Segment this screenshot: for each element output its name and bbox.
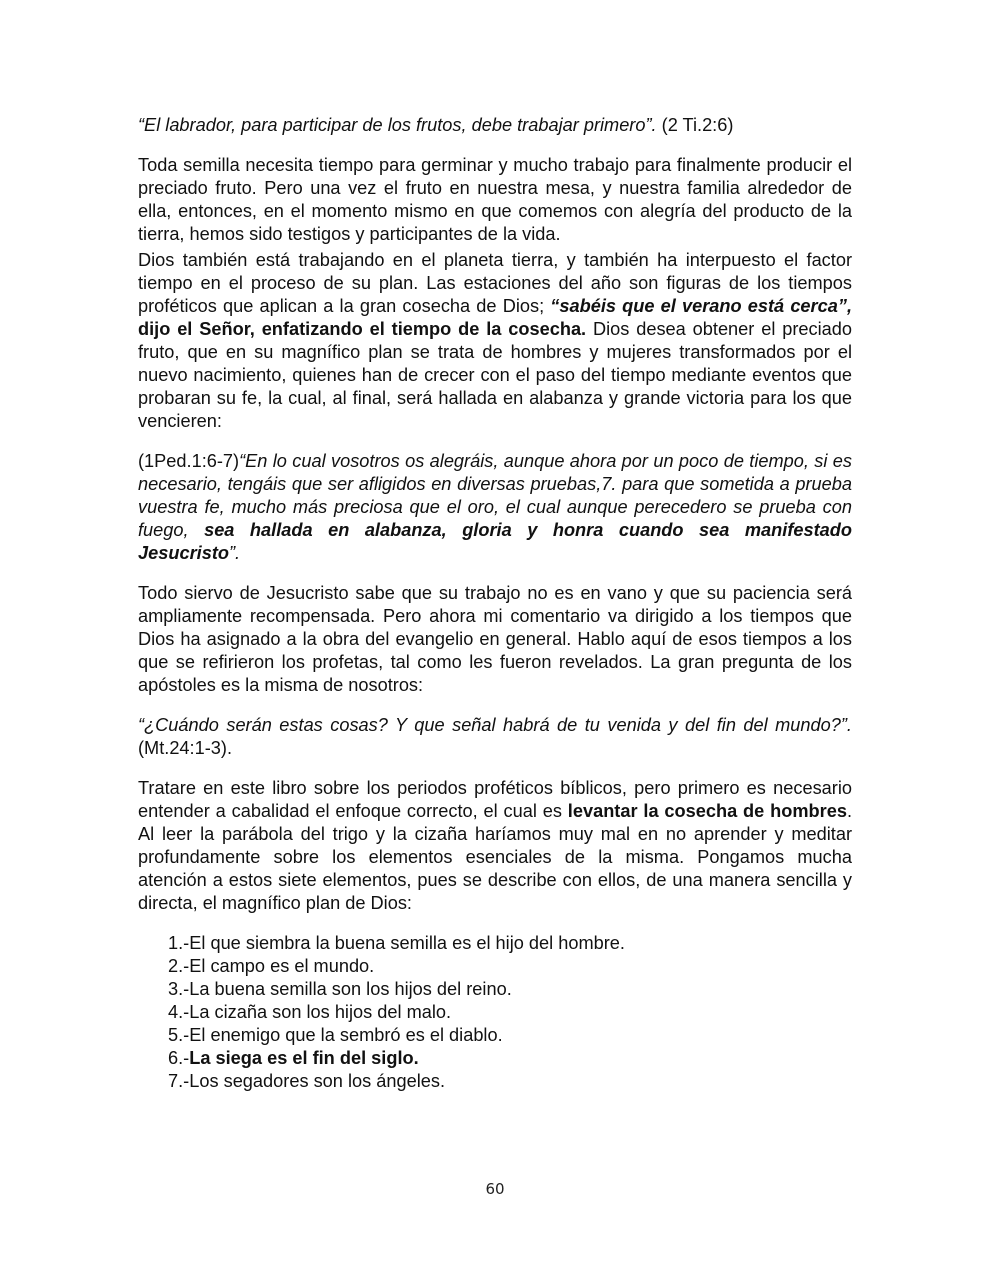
list-item-emphasis: La siega es el fin del siglo. — [189, 1048, 419, 1068]
list-item — [168, 1047, 852, 1070]
paragraph-6-emphasis: levantar la cosecha de hombres — [567, 801, 847, 821]
paragraph-2-text: Dios también está trabajando en el planeta tierra, y también ha interpuesto el factor tiempo en el proceso de su plan. Las estaciones del año son figuras de los tiempos proféticos que aplican a la gran cosecha de Dios; — [138, 250, 852, 316]
scripture-quote-emphasis: sea hallada en alabanza, gloria y honra cuando sea manifestado Jesucristo — [138, 520, 852, 563]
paragraph-6 — [138, 777, 852, 915]
paragraph-2-text-end: Dios desea obtener el preciado fruto, que en su magnífico plan se trata de hombres y mujeres transformados por el nuevo nacimiento, quienes han de crecer con el paso del tiempo mediante eventos que probaran su fe, la cual, al final, será hallada en alabanza y grande victoria para los que vencieren: — [138, 319, 852, 431]
list-item: 3.-La buena semilla son los hijos del reino. — [168, 979, 512, 999]
question-reference: (Mt.24:1-3). — [138, 738, 232, 758]
epigraph-reference: (2 Ti.2:6) — [656, 115, 734, 135]
scripture-quote-end: ”. — [228, 543, 241, 563]
document-page — [138, 114, 852, 1093]
epigraph-quote: “El labrador, para participar de los frutos, debe trabajar primero”. — [138, 115, 657, 135]
scripture-quote: “En lo cual vosotros os alegráis, aunque ahora por un poco de tiempo, si es necesario, tengáis que ser afligidos en diversas pruebas,7. para que sometida a prueba vuestra fe, mucho más preciosa que el oro, el cual aunque perecedero se prueba con fuego, — [138, 451, 852, 540]
paragraph-1: Toda semilla necesita tiempo para germinar y mucho trabajo para finalmente producir el preciado fruto. Pero una vez el fruto en nuestra mesa, y nuestra familia alrededor de ella, entonces, en el momento mismo en que comemos con alegría del producto de la tierra, hemos sido testigos y participantes de la vida. — [138, 155, 852, 244]
epigraph — [138, 114, 852, 137]
paragraph-2-quote: “sabéis que el verano está cerca”, — [550, 296, 853, 316]
paragraph-2 — [138, 249, 852, 433]
question-quote: “¿Cuándo serán estas cosas? Y que señal habrá de tu venida y del fin del mundo?”. — [138, 715, 852, 735]
list-item: 2.-El campo es el mundo. — [168, 956, 375, 976]
list-item: 4.-La cizaña son los hijos del malo. — [168, 1002, 452, 1022]
list-item-number: 6.- — [168, 1048, 190, 1068]
paragraph-2-emphasis: dijo el Señor, enfatizando el tiempo de la cosecha. — [138, 319, 587, 339]
paragraph-6-text-end: . Al leer la parábola del trigo y la cizaña haríamos muy mal en no aprender y meditar profundamente sobre los elementos esenciales de la misma. Pongamos mucha atención a estos siete elementos, pues se describe con ellos, de una manera sencilla y directa, el magnífico plan de Dios: — [138, 801, 853, 913]
paragraph-3-scripture — [138, 450, 852, 565]
scripture-reference: (1Ped.1:6-7) — [138, 451, 240, 471]
paragraph-6-text: Tratare en este libro sobre los periodos proféticos bíblicos, pero primero es necesario entender a cabalidad el enfoque correcto, el cual es — [138, 778, 852, 821]
paragraph-5-question — [138, 714, 852, 760]
list-item: 5.-El enemigo que la sembró es el diablo. — [168, 1025, 503, 1045]
list-item: 7.-Los segadores son los ángeles. — [168, 1071, 446, 1091]
list-item: 1.-El que siembra la buena semilla es el hijo del hombre. — [168, 933, 625, 953]
paragraph-4: Todo siervo de Jesucristo sabe que su trabajo no es en vano y que su paciencia será ampliamente recompensada. Pero ahora mi comentario va dirigido a los tiempos que Dios ha asignado a la obra del evangelio en general. Hablo aquí de esos tiempos a los que se refirieron los profetas, tal como les fueron revelados. La gran pregunta de los apóstoles es la misma de nosotros: — [138, 583, 852, 695]
page-number: 60 — [485, 1180, 505, 1198]
elements-list — [168, 932, 852, 1093]
